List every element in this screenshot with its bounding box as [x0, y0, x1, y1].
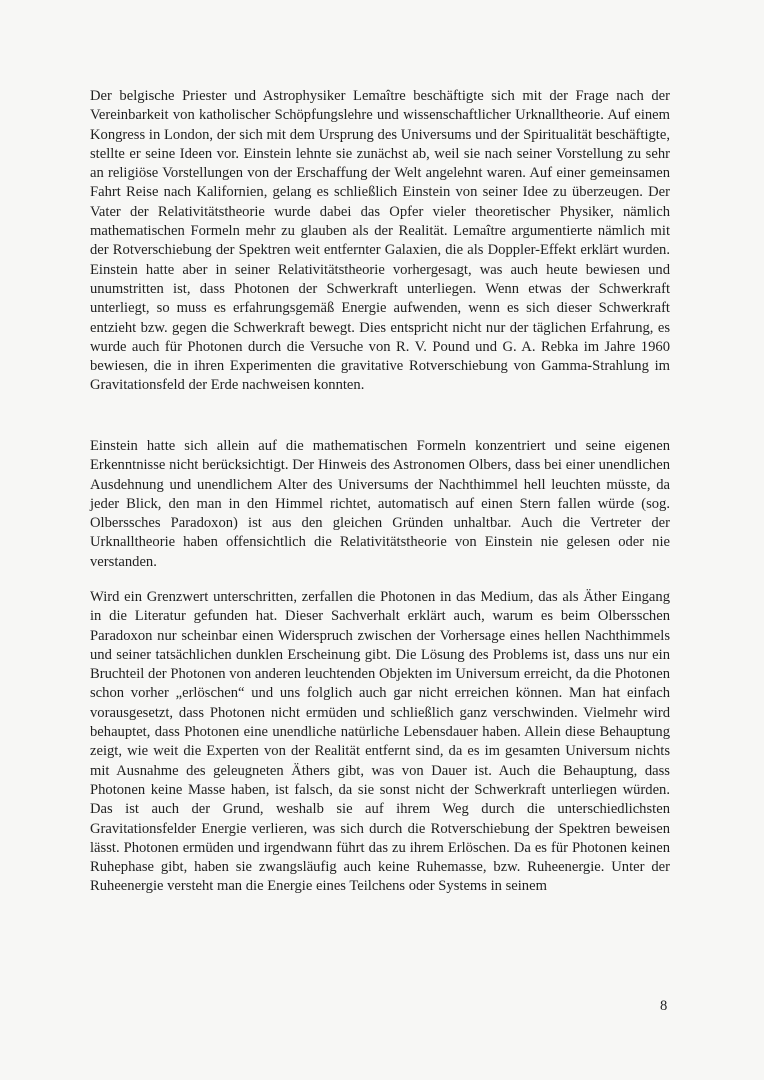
paragraph-text: Der belgische Priester und Astrophysiker Lemaître beschäftigte sich mit der Frage nach der Vereinbarkeit von katholischer Schöpfungslehre und wissenschaftlicher Urknalltheorie. Auf einem Kongress in London, der sich mit dem Ursprung des Universums und der Spiritualität beschäftigte, stellte er seine Ideen vor. Einstein lehnte sie zunächst ab, weil sie nach seiner Vorstellung zu sehr an religiöse Vorstellungen von der Erschaffung der Welt angelehnt waren. Auf einer gemeinsamen Fahrt Reise nach Kalifornien, gelang es schließlich Einstein von seiner Idee zu überzeugen. Der Vater der Relativitätstheorie wurde dabei das Opfer vieler theoretischer Physiker, nämlich mathematischen Formeln mehr zu glauben als der Realität. Lemaître argumentierte nämlich mit der Rotverschiebung der Spektren weit entfernter Galaxien, die als Doppler-Effekt erklärt wurden. Einstein hatte aber in seiner Relativitätstheorie vorhergesagt, was auch heute bewiesen und unumstritten ist, dass Photonen der Schwerkraft unterliegen. Wenn etwas der Schwerkraft unterliegt, so muss es erfahrungsgemäß Energie aufwenden, wenn es sich dieser Schwerkraft entzieht bzw. gegen die Schwerkraft bewegt. Dies entspricht nicht nur der täglichen Erfahrung, es wurde auch für Photonen durch die Versuche von R. V. Pound und G. A. Rebka im Jahre 1960 bewiesen, die in ihren Experimenten die gravitative Rotverschiebung von Gamma-Strahlung im Gravitationsfeld der Erde nachweisen konnten. [90, 88, 670, 394]
page-number: 8 [660, 998, 668, 1014]
paragraph-lemaitre [90, 87, 670, 396]
paragraph-photons [90, 588, 670, 897]
paragraph-text: Wird ein Grenzwert unterschritten, zerfallen die Photonen in das Medium, das als Äther Eingang in die Literatur gefunden hat. Dieser Sachverhalt erklärt auch, warum es beim Olbersschen Paradoxon nur scheinbar einen Widerspruch zwischen der Vorhersage eines hellen Nachthimmels und seiner tatsächlichen dunklen Erscheinung gibt. Die Lösung des Problems ist, dass uns nur ein Bruchteil der Photonen von anderen leuchtenden Objekten im Universum erreicht, da die Photonen schon vorher „erlöschen“ und uns folglich auch gar nicht erreichen können. Man hat einfach vorausgesetzt, dass Photonen nicht ermüden und schließlich ganz verschwinden. Vielmehr wird behauptet, dass Photonen eine unendliche natürliche Lebensdauer haben. Allein diese Behauptung zeigt, wie weit die Experten von der Realität entfernt sind, da es im gesamten Universum nichts mit Ausnahme des geleugneten Äthers gibt, was von Dauer ist. Auch die Behauptung, dass Photonen keine Masse haben, ist falsch, da sie sonst nicht der Schwerkraft unterliegen würden. Das ist auch der Grund, weshalb sie auf ihrem Weg durch die unterschiedlichsten Gravitationsfelder Energie verlieren, was sich durch die Rotverschiebung der Spektren beweisen lässt. Photonen ermüden und irgendwann führt das zu ihrem Erlöschen. Da es für Photonen keinen Ruhephase gibt, haben sie zwangsläufig auch keine Ruhemasse, bzw. Ruheenergie. Unter der Ruheenergie versteht man die Energie eines Teilchens oder Systems in seinem [90, 589, 670, 895]
paragraph-olbers [90, 437, 670, 572]
paragraph-text: Einstein hatte sich allein auf die mathematischen Formeln konzentriert und seine eigenen Erkenntnisse nicht berücksichtigt. Der Hinweis des Astronomen Olbers, dass bei einer unendlichen Ausdehnung und unendlichem Alter des Universums der Nachthimmel hell leuchten müsste, da jeder Blick, den man in den Himmel richtet, automatisch auf einen Stern fallen würde (sog. Olberssches Paradoxon) ist aus den gleichen Gründen unhaltbar. Auch die Vertreter der Urknalltheorie haben offensichtlich die Relativitätstheorie von Einstein nie gelesen oder nie verstanden. [90, 438, 670, 570]
